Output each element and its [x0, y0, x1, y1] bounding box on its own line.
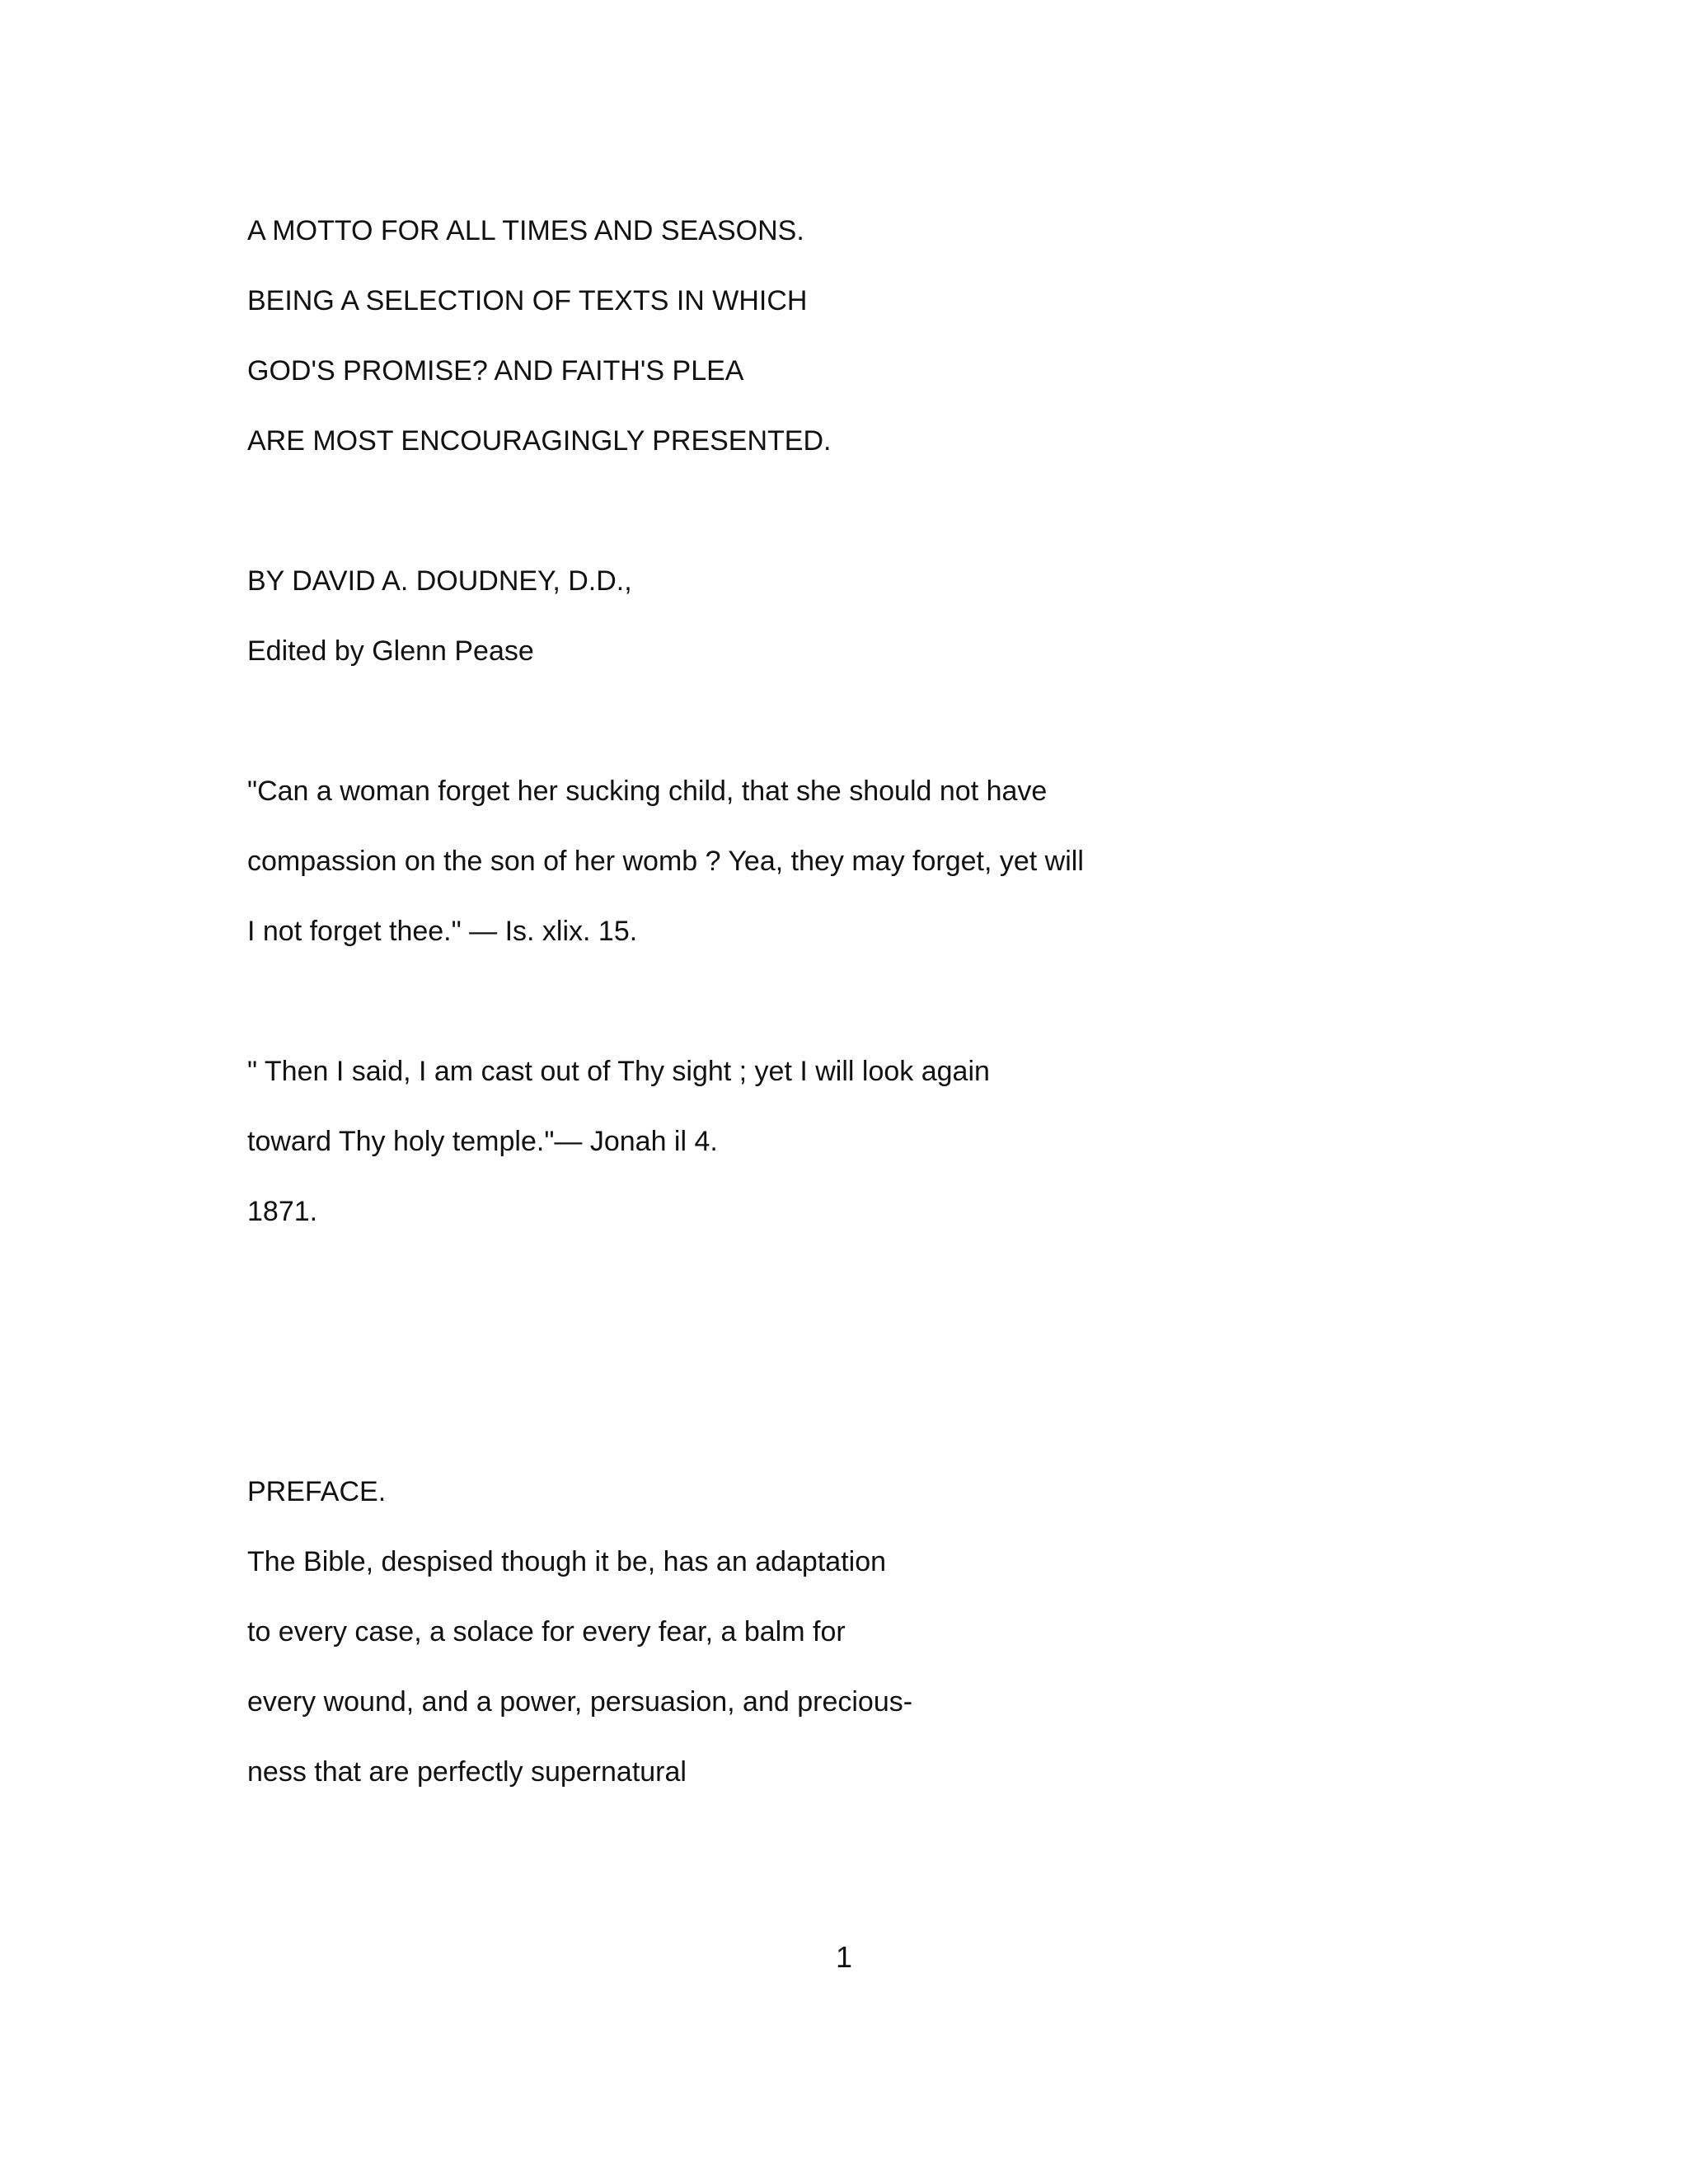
- quote-line: toward Thy holy temple."— Jonah il 4.: [247, 1126, 718, 1157]
- quote-one: [247, 757, 1484, 967]
- preface-line: to every case, a solace for every fear, a balm for: [247, 1616, 846, 1647]
- spacer: [247, 687, 1484, 757]
- spacer: [247, 967, 1484, 1037]
- title-line: GOD'S PROMISE? AND FAITH'S PLEA: [247, 355, 744, 387]
- preface-line: The Bible, despised though it be, has an adaptation: [247, 1546, 887, 1577]
- author-line: BY DAVID A. DOUDNEY, D.D.,: [247, 565, 632, 597]
- quote-line: compassion on the son of her womb ? Yea, they may forget, yet will: [247, 846, 1084, 877]
- editor-line: Edited by Glenn Pease: [247, 635, 534, 667]
- preface-line: ness that are perfectly supernatural: [247, 1756, 687, 1788]
- title-line: A MOTTO FOR ALL TIMES AND SEASONS.: [247, 215, 804, 246]
- quote-line: " Then I said, I am cast out of Thy sight ; yet I will look again: [247, 1056, 990, 1087]
- publication-year: 1871.: [247, 1196, 318, 1227]
- preface-heading: PREFACE.: [247, 1476, 387, 1507]
- spacer: [247, 1247, 1484, 1457]
- quote-line: I not forget thee." — Is. xlix. 15.: [247, 916, 638, 947]
- title-line: BEING A SELECTION OF TEXTS IN WHICH: [247, 285, 808, 316]
- title-block: [247, 196, 1484, 476]
- title-line: ARE MOST ENCOURAGINGLY PRESENTED.: [247, 425, 832, 457]
- author-block: [247, 546, 1484, 687]
- preface-block: [247, 1457, 1484, 1807]
- page-number: 1: [835, 1940, 853, 1974]
- spacer: [247, 476, 1484, 546]
- page-content: [247, 196, 1484, 1807]
- quote-line: "Can a woman forget her sucking child, that she should not have: [247, 776, 1048, 807]
- preface-line: every wound, and a power, persuasion, and precious-: [247, 1686, 913, 1718]
- quote-two: [247, 1037, 1484, 1247]
